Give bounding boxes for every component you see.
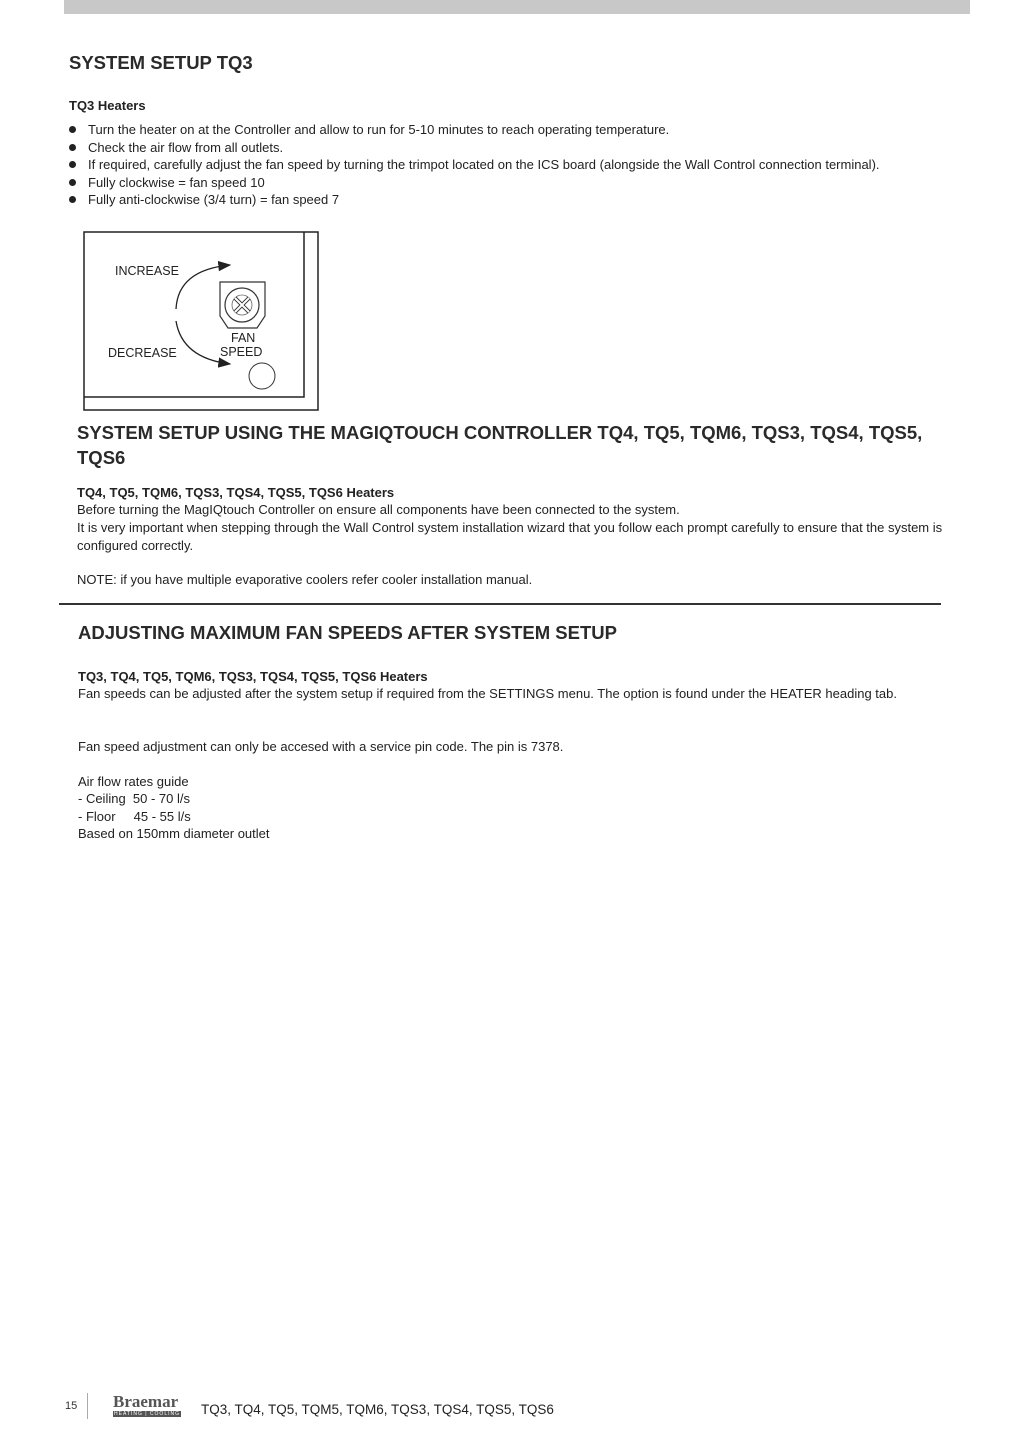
list-item: Check the air flow from all outlets. — [68, 139, 938, 157]
footer-models: TQ3, TQ4, TQ5, TQM5, TQM6, TQS3, TQS4, TQS5, TQS6 — [201, 1402, 554, 1417]
decrease-label: DECREASE — [108, 346, 177, 360]
guide-note: Based on 150mm diameter outlet — [78, 826, 270, 841]
list-item: Fully clockwise = fan speed 10 — [68, 174, 938, 192]
fan-speed-diagram — [80, 228, 325, 418]
note: NOTE: if you have multiple evaporative coolers refer cooler installation manual. — [77, 572, 533, 587]
guide-ceiling: - Ceiling 50 - 70 l/s — [78, 791, 190, 806]
page-number: 15 — [65, 1400, 78, 1412]
speed-label: SPEED — [220, 345, 263, 359]
section-title: ADJUSTING MAXIMUM FAN SPEEDS AFTER SYSTEM SETUP — [78, 622, 617, 643]
list-item: If required, carefully adjust the fan speed by turning the trimpot located on the ICS board (alongside the Wall Control connection terminal). — [68, 156, 938, 174]
diagram-graphic — [80, 228, 325, 418]
section-title: SYSTEM SETUP USING THE MAGIQTOUCH CONTROLLER TQ4, TQ5, TQM6, TQS3, TQS4, TQS5, TQS6 — [77, 422, 923, 468]
list-item: Turn the heater on at the Controller and allow to run for 5-10 minutes to reach operating temperature. — [68, 121, 938, 139]
header-bar — [64, 0, 970, 14]
section-subtitle: TQ3 Heaters — [69, 98, 146, 113]
section-title: SYSTEM SETUP TQ3 — [69, 52, 253, 73]
paragraph: It is very important when stepping through the Wall Control system installation wizard that you follow each prompt carefully to ensure that the system is configured correctly. — [77, 520, 943, 553]
paragraph: Fan speeds can be adjusted after the system setup if required from the SETTINGS menu. The option is found under the HEATER heading tab. — [78, 686, 897, 701]
footer-divider — [87, 1393, 88, 1419]
divider — [59, 603, 941, 605]
guide-title: Air flow rates guide — [78, 774, 189, 789]
list-item: Fully anti-clockwise (3/4 turn) = fan speed 7 — [68, 191, 938, 209]
braemar-logo — [113, 1394, 181, 1417]
logo-tagline: HEATING | COOLING — [114, 1411, 180, 1417]
logo-text: Braemar — [113, 1392, 179, 1411]
increase-label: INCREASE — [115, 264, 179, 278]
paragraph: Fan speed adjustment can only be accesed with a service pin code. The pin is 7378. — [78, 739, 564, 754]
section-subtitle: TQ4, TQ5, TQM6, TQS3, TQS4, TQS5, TQS6 Heaters — [77, 485, 395, 500]
paragraph: Before turning the MagIQtouch Controller on ensure all components have been connected to the system. — [77, 502, 680, 517]
guide-floor: - Floor 45 - 55 l/s — [78, 809, 191, 824]
section-subtitle: TQ3, TQ4, TQ5, TQM6, TQS3, TQS4, TQS5, TQS6 Heaters — [78, 669, 428, 684]
bullet-list — [68, 121, 938, 209]
fan-label: FAN — [231, 331, 256, 345]
